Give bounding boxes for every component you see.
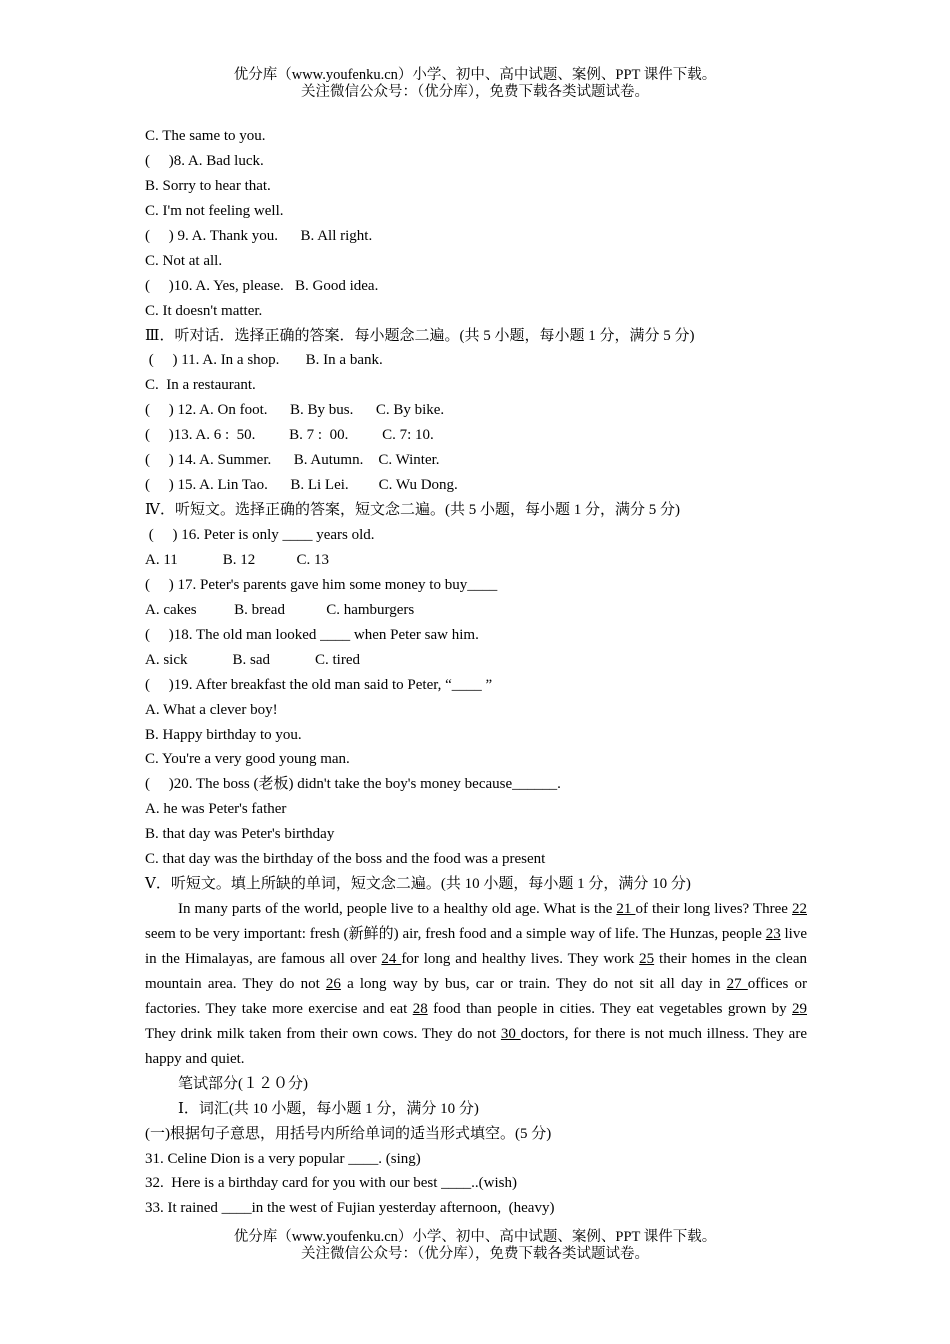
exam-line: ( ) 15. A. Lin Tao. B. Li Lei. C. Wu Dong. (145, 477, 458, 494)
page-header (0, 67, 950, 101)
exam-line: A. sick B. sad C. tired (145, 651, 360, 668)
blank-26: 26 (325, 975, 341, 992)
passage-text: food than people in cities. They eat vegetables grown by (427, 1000, 792, 1017)
written-part-heading: 笔试部分(１２０分) (178, 1075, 308, 1092)
passage-text: of their long lives? Three (635, 901, 792, 918)
footer-line-2: 关注微信公众号：（优分库），免费下载各类试题试卷。 (301, 1246, 649, 1262)
exam-line: ( ) 12. A. On foot. B. By bus. C. By bike. (145, 402, 445, 419)
vocab-heading: Ⅰ．词汇(共 10 小题，每小题 1 分，满分 10 分) (178, 1100, 479, 1117)
blank-28: 28 (412, 1000, 428, 1017)
exam-line: C. I'm not feeling well. (145, 202, 284, 219)
exam-line: ( )18. The old man looked ____ when Peter saw him. (145, 626, 479, 643)
question-33: 33. It rained ____in the west of Fujian yesterday afternoon, (heavy) (145, 1200, 555, 1217)
exam-line: ( )20. The boss (老板) didn't take the boy's money because______. (145, 776, 561, 793)
cloze-passage (145, 897, 807, 1072)
blank-23: 23 (765, 926, 781, 943)
question-31: 31. Celine Dion is a very popular ____. (sing) (145, 1150, 421, 1167)
section-heading: Ⅲ．听对话．选择正确的答案．每小题念二遍。(共 5 小题，每小题 1 分，满分 5 分) (145, 327, 695, 344)
passage-text: seem to be very important: fresh (新鲜的) air, fresh food and a simple way of life. The Hunzas, people (145, 926, 766, 943)
exam-line: A. cakes B. bread C. hamburgers (145, 601, 415, 618)
exam-line: ( ) 11. A. In a shop. B. In a bank. (145, 352, 383, 369)
exam-line: ( )19. After breakfast the old man said to Peter, “____ ” (145, 676, 493, 693)
exam-line: C. The same to you. (145, 128, 266, 144)
section-heading: Ⅳ．听短文。选择正确的答案，短文念二遍。(共 5 小题，每小题 1 分，满分 5 分) (145, 502, 680, 519)
passage-text: In many parts of the world, people live to a healthy old age. What is the (178, 901, 617, 918)
exam-line: C. In a restaurant. (145, 377, 256, 394)
exam-line: C. Not at all. (145, 252, 223, 269)
blank-30: 30 (500, 1025, 521, 1042)
blank-22: 22 (792, 901, 807, 918)
exam-line: ( ) 16. Peter is only ____ years old. (145, 527, 375, 543)
exam-line: B. Happy birthday to you. (145, 726, 302, 743)
blank-27: 27 (726, 975, 748, 992)
passage-text: their homes in the clean mountain area. They do not (145, 950, 807, 992)
blank-25: 25 (639, 950, 655, 967)
exam-line: ( )13. A. 6 : 50. B. 7 : 00. C. 7: 10. (145, 427, 434, 444)
blank-29: 29 (792, 1000, 807, 1017)
blank-21: 21 (616, 901, 636, 918)
page-footer (0, 1229, 950, 1263)
exam-line: A. 11 B. 12 C. 13 (145, 551, 330, 568)
passage-text: live in the Himalayas, are famous all over (145, 926, 807, 967)
header-line-2: 关注微信公众号：（优分库），免费下载各类试题试卷。 (301, 84, 649, 100)
exam-line: C. It doesn't matter. (145, 302, 263, 319)
exam-line: ( )8. A. Bad luck. (145, 152, 264, 169)
exam-line: ( ) 14. A. Summer. B. Autumn. C. Winter. (145, 452, 440, 469)
passage-text: a long way by bus, car or train. They do not sit all day in (340, 975, 727, 992)
exam-line: C. You're a very good young man. (145, 751, 350, 768)
footer-line-1: 优分库（www.youfenku.cn）小学、初中、高中试题、案例、PPT 课件下载。 (233, 1229, 717, 1245)
exam-line: A. he was Peter's father (145, 801, 287, 818)
passage-text: offices or factories. They take more exercise and eat (145, 975, 807, 1017)
section-heading: Ⅴ．听短文。填上所缺的单词，短文念二遍。(共 10 小题，每小题 1 分，满分 10 分) (145, 876, 691, 893)
exam-line: ( )10. A. Yes, please. B. Good idea. (145, 277, 379, 294)
exam-line: B. that day was Peter's birthday (145, 826, 335, 843)
document-body (145, 124, 807, 1221)
passage-text: They drink milk taken from their own cows. They do not (145, 1025, 501, 1042)
blank-24: 24 (381, 950, 402, 967)
passage-text: doctors, for there is not much illness. They are happy and quiet. (145, 1025, 807, 1067)
question-32: 32. Here is a birthday card for you with our best ____..(wish) (145, 1175, 517, 1192)
exam-line: A. What a clever boy! (145, 701, 278, 718)
sub-heading: (一)根据句子意思，用括号内所给单词的适当形式填空。(5 分) (145, 1125, 552, 1142)
header-line-1: 优分库（www.youfenku.cn）小学、初中、高中试题、案例、PPT 课件下载。 (233, 67, 717, 83)
exam-line: ( ) 9. A. Thank you. B. All right. (145, 227, 373, 244)
exam-line: C. that day was the birthday of the boss and the food was a present (145, 851, 546, 868)
exam-line: B. Sorry to hear that. (145, 177, 271, 194)
passage-text: for long and healthy lives. They work (401, 950, 640, 967)
exam-line: ( ) 17. Peter's parents gave him some money to buy____ (145, 576, 498, 593)
